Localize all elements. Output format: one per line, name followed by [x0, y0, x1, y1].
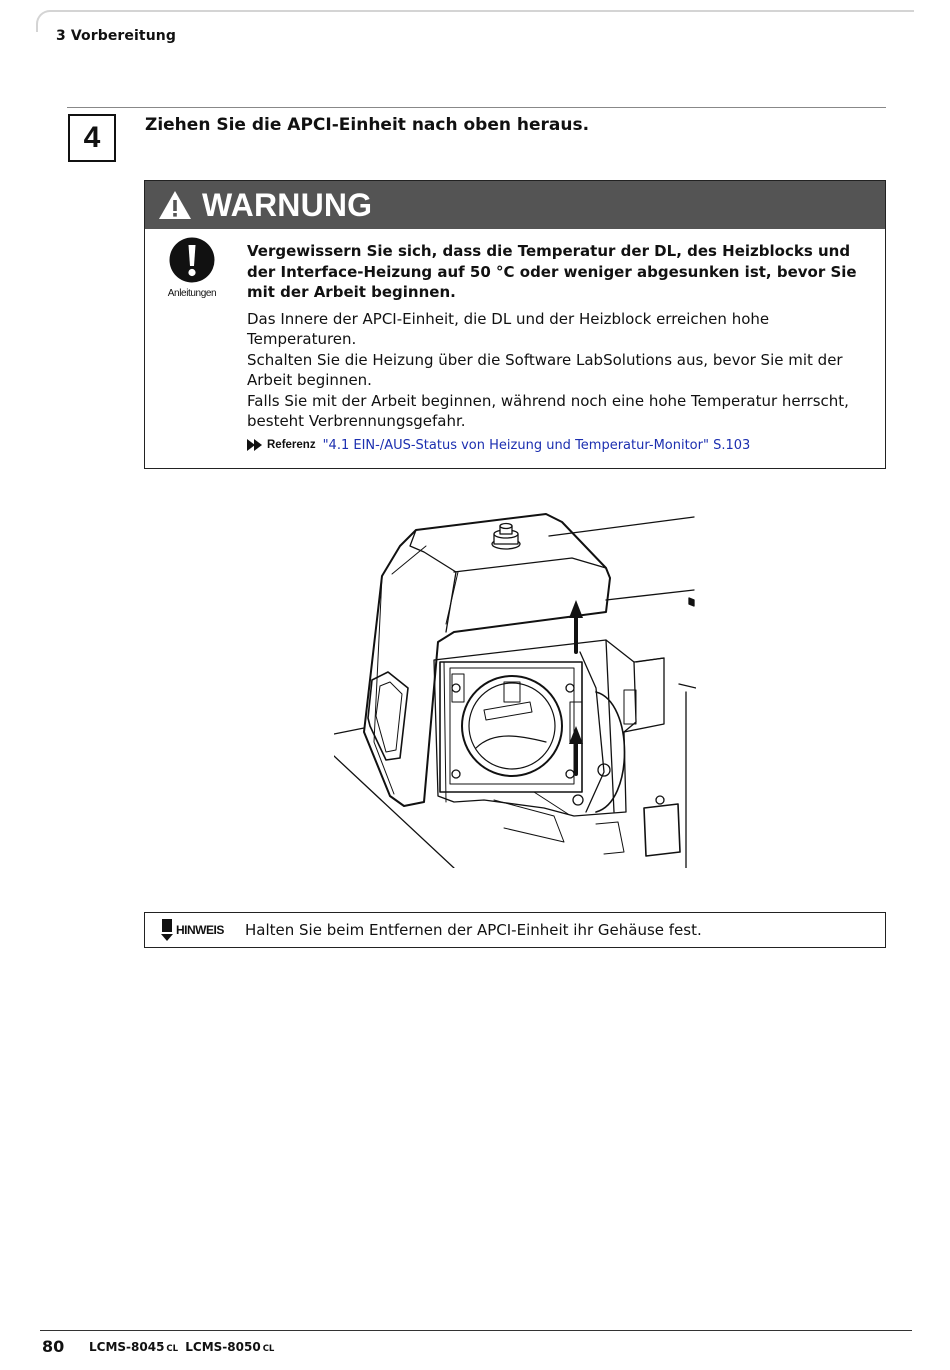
warning-title: WARNUNG [202, 186, 373, 223]
model-suffix: CL [262, 1344, 275, 1354]
arrow-up-icon [569, 726, 583, 774]
chapter-header: 3 Vorbereitung [56, 28, 176, 44]
instruction-label: Anleitungen [167, 288, 217, 299]
reference-line [247, 438, 872, 453]
page-number: 80 [42, 1337, 65, 1356]
footer-rule [40, 1330, 912, 1331]
instruction-symbol [165, 237, 219, 299]
step-divider [67, 107, 886, 108]
model-name: LCMS-8050 [185, 1340, 261, 1354]
note-box [144, 912, 886, 948]
step-number: 4 [68, 114, 116, 162]
warning-triangle-icon [157, 189, 193, 221]
warning-box [144, 180, 886, 469]
reference-label: Referenz [267, 439, 316, 451]
warning-bold-text: Vergewissern Sie sich, dass die Temperatur der DL, des Heizblocks und der Interface-Heizung auf 50 °C oder weniger abgesunken ist, bevor Sie mit der Arbeit beginnen. [247, 242, 857, 301]
warning-paragraph: Das Innere der APCI-Einheit, die DL und der Heizblock erreichen hohe Temperaturen. [247, 309, 770, 348]
apci-unit-illustration [334, 512, 696, 868]
step-title: Ziehen Sie die APCI-Einheit nach oben heraus. [145, 115, 590, 135]
footer-model [89, 1340, 277, 1354]
model-name: LCMS-8045 [89, 1340, 165, 1354]
model-suffix: CL [166, 1344, 179, 1354]
note-label: HINWEIS [176, 923, 224, 937]
hint-marker-icon [160, 919, 174, 941]
warning-paragraph: Falls Sie mit der Arbeit beginnen, während noch eine hohe Temperatur herrscht, besteht Verbrennungsgefahr. [247, 391, 849, 430]
note-text: Halten Sie beim Entfernen der APCI-Einheit ihr Gehäuse fest. [245, 921, 702, 939]
double-arrow-icon [247, 439, 263, 451]
warning-content [247, 241, 872, 453]
exclamation-circle-icon [169, 237, 215, 283]
reference-link[interactable]: "4.1 EIN-/AUS-Status von Heizung und Temperatur-Monitor" S.103 [322, 437, 751, 453]
warning-paragraph: Schalten Sie die Heizung über die Software LabSolutions aus, bevor Sie mit der Arbeit beginnen. [247, 350, 843, 389]
note-symbol [160, 919, 224, 941]
warning-header [145, 181, 885, 229]
